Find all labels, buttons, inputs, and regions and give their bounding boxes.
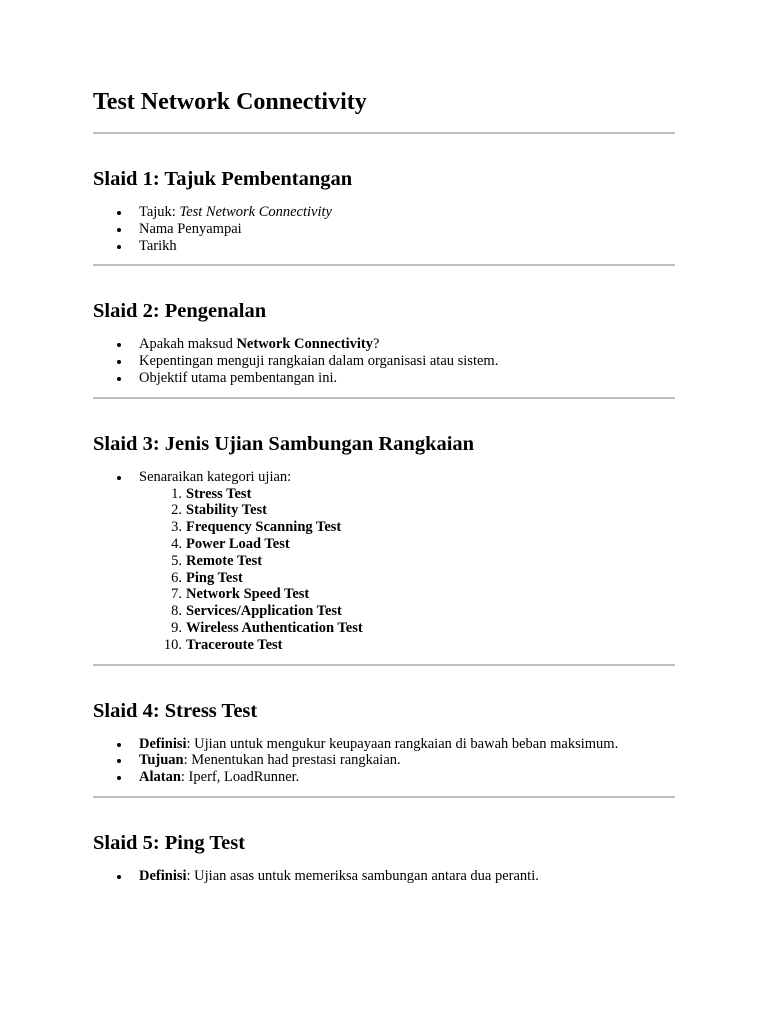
item-key: Definisi (139, 735, 187, 752)
section-slaid-3 (93, 399, 675, 666)
item-value: Test Network Connectivity (179, 204, 332, 220)
item-number: 8. (171, 603, 182, 620)
item-label: Frequency Scanning Test (186, 519, 342, 536)
bullet-list (93, 736, 675, 786)
item-number: 9. (171, 619, 182, 636)
section-slaid-4 (93, 666, 675, 798)
item-label: Stress Test (186, 485, 252, 502)
numbered-item (171, 519, 675, 536)
numbered-item (171, 619, 675, 637)
item-number: 2. (171, 502, 182, 519)
item-text: : Ujian asas untuk memeriksa sambungan antara dua peranti. (186, 867, 539, 884)
item-number: 6. (171, 569, 182, 586)
list-item (139, 204, 675, 221)
section-heading: Slaid 3: Jenis Ujian Sambungan Rangkaian (93, 432, 475, 455)
item-label: Ping Test (186, 569, 243, 586)
item-text: : Iperf, LoadRunner. (180, 769, 300, 786)
section-heading: Slaid 5: Ping Test (93, 831, 246, 854)
item-bold-term: Network Connectivity (236, 336, 373, 353)
item-label: Stability Test (186, 502, 267, 519)
item-key: Alatan (139, 769, 181, 786)
list-item: Kepentingan menguji rangkaian dalam organisasi atau sistem. (139, 353, 675, 370)
section-heading: Slaid 4: Stress Test (93, 699, 258, 722)
section-slaid-1 (93, 134, 675, 266)
item-number: 1. (171, 485, 182, 502)
numbered-item (171, 569, 675, 587)
section-heading: Slaid 1: Tajuk Pembentangan (93, 168, 353, 190)
item-label: Services/Application Test (186, 603, 342, 620)
bullet-list (93, 868, 675, 885)
list-item: Objektif utama pembentangan ini. (139, 370, 675, 387)
item-text: : Ujian untuk mengukur keupayaan rangkaian di bawah beban maksimum. (186, 735, 619, 752)
bullet-list (93, 469, 675, 654)
item-label: Wireless Authentication Test (186, 619, 363, 636)
numbered-item (171, 535, 675, 553)
numbered-item (171, 485, 675, 503)
list-item (139, 469, 675, 654)
numbered-item (171, 603, 675, 620)
bullet-list (93, 336, 675, 386)
item-label: Tajuk: (139, 204, 180, 220)
list-item (139, 336, 675, 353)
item-label: Remote Test (186, 552, 263, 569)
document-title: Test Network Connectivity (93, 89, 367, 115)
list-item (139, 752, 675, 769)
numbered-item (171, 586, 675, 603)
list-item (139, 868, 675, 885)
list-item: Nama Penyampai (139, 221, 675, 238)
section-heading: Slaid 2: Pengenalan (93, 300, 267, 323)
item-number: 3. (171, 519, 182, 536)
item-number: 10. (163, 636, 182, 653)
list-item: Tarikh (139, 238, 675, 255)
item-text: : Menentukan had prestasi rangkaian. (183, 752, 401, 769)
numbered-list (139, 486, 675, 654)
list-item (139, 769, 675, 786)
numbered-item (171, 552, 675, 570)
item-key: Tujuan (139, 752, 184, 769)
item-number: 5. (171, 552, 182, 569)
numbered-item (163, 636, 675, 654)
item-text: Senaraikan kategori ujian: (139, 468, 292, 485)
item-label: Power Load Test (186, 535, 290, 552)
section-slaid-2 (93, 266, 675, 398)
list-item (139, 736, 675, 753)
item-text: ? (372, 336, 380, 353)
item-number: 4. (171, 535, 182, 552)
item-text: Apakah maksud (139, 336, 237, 353)
item-key: Definisi (139, 867, 187, 884)
numbered-item (171, 502, 675, 519)
item-number: 7. (171, 586, 182, 603)
item-label: Network Speed Test (186, 586, 310, 603)
item-label: Traceroute Test (186, 636, 283, 653)
bullet-list (93, 204, 675, 254)
section-slaid-5 (93, 798, 675, 885)
